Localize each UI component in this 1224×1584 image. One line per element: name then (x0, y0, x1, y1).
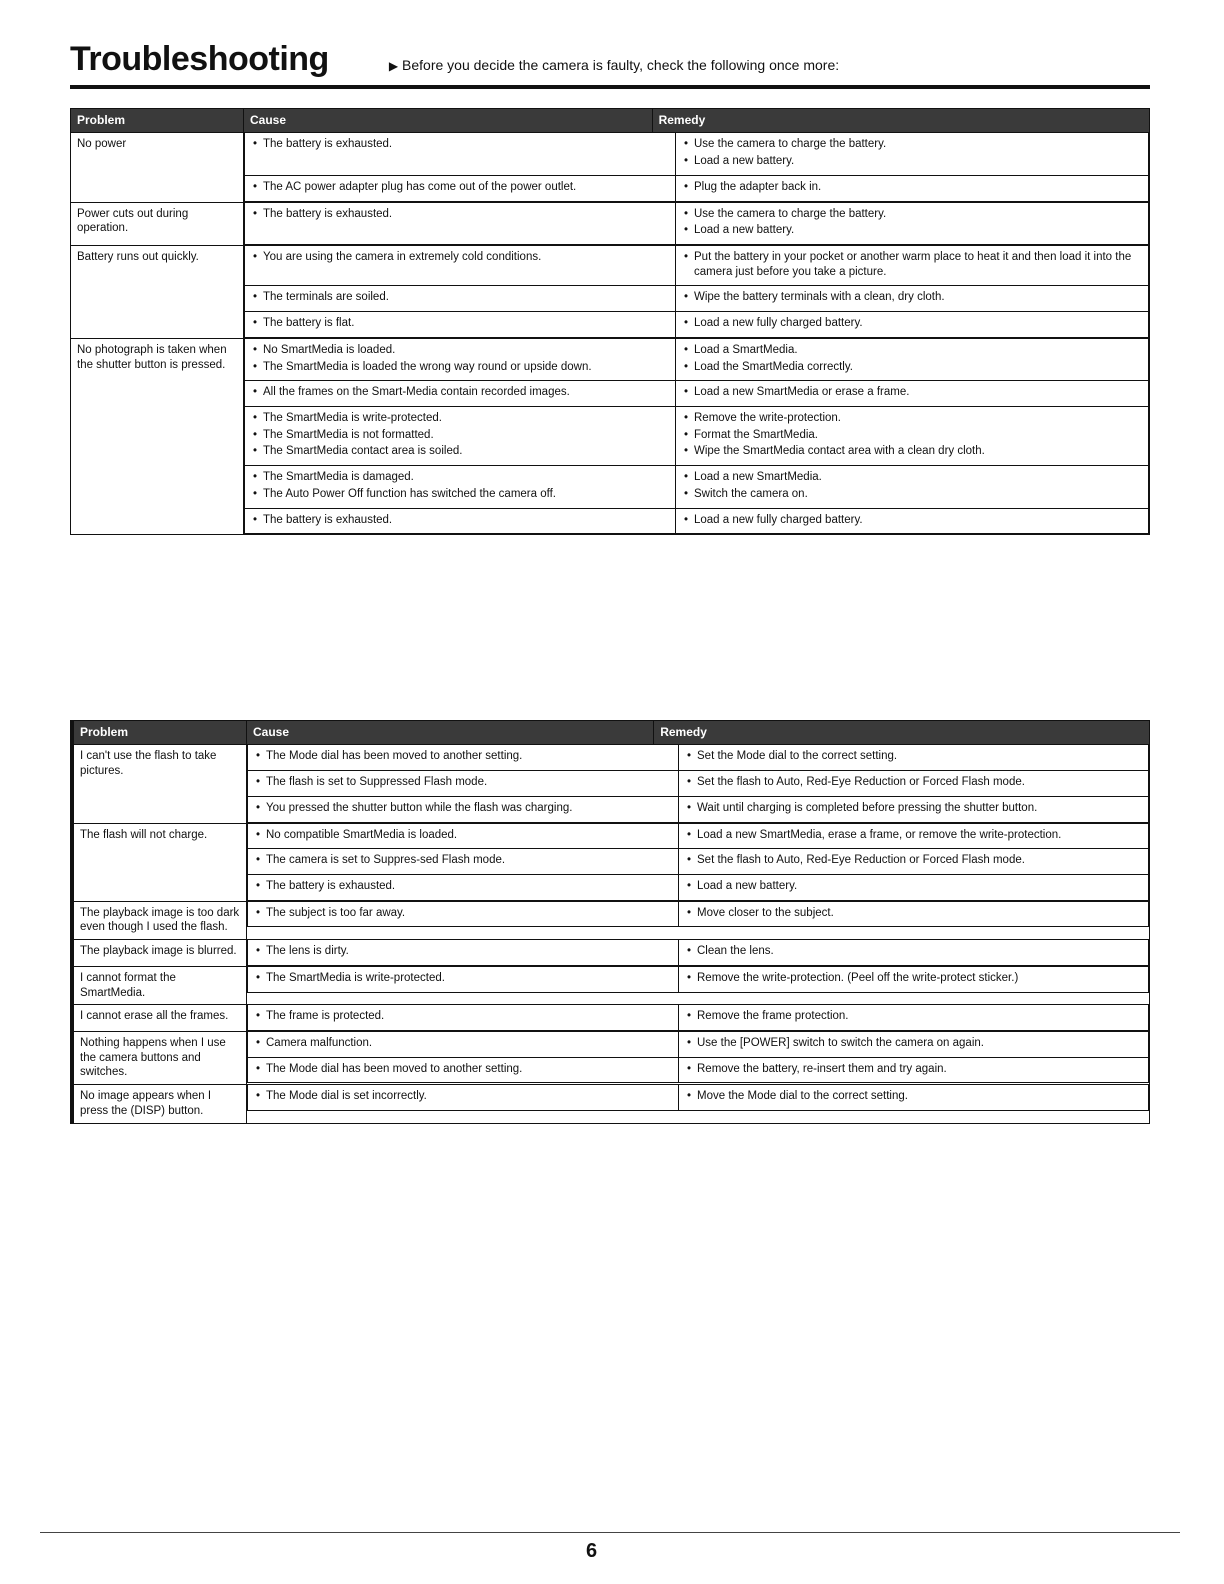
cause-list (251, 343, 669, 374)
troubleshooting-table-flash (70, 720, 1150, 1124)
remedy-cell (679, 796, 1149, 822)
cause-item: • The SmartMedia is damaged. (263, 470, 669, 485)
cause-remedy-pair (248, 1057, 1149, 1083)
remedy-cell (676, 381, 1149, 407)
header-cause: Cause (247, 721, 654, 745)
remedy-list (685, 775, 1142, 790)
cause-item: • No SmartMedia is loaded. (263, 343, 669, 358)
cause-list (251, 316, 669, 331)
remedy-list (685, 944, 1142, 959)
cause-item: • The subject is too far away. (266, 906, 672, 921)
remedy-list (682, 290, 1142, 305)
header-remedy: Remedy (654, 721, 1150, 745)
cause-item: • The battery is exhausted. (263, 137, 669, 152)
cause-remedy-pair (245, 203, 1149, 245)
remedy-list (682, 250, 1142, 279)
cause-remedy-pairs (244, 339, 1149, 534)
remedy-cell (676, 175, 1149, 201)
cause-list (251, 470, 669, 501)
cause-cell (245, 339, 676, 381)
remedy-item: • Use the camera to charge the battery. (694, 207, 1142, 222)
cause-list (254, 749, 672, 764)
table-row (72, 1031, 1150, 1084)
table-header-row (71, 109, 1150, 133)
cause-remedy-cell (247, 745, 1150, 823)
footer-rule (40, 1532, 1180, 1533)
cause-cell (245, 203, 676, 245)
cause-remedy-pairs (244, 203, 1149, 245)
cause-item: • The Mode dial is set incorrectly. (266, 1089, 672, 1104)
problem-cell: No photograph is taken when the shutter button is pressed. (71, 338, 244, 534)
cause-list (251, 180, 669, 195)
remedy-list (685, 1062, 1142, 1077)
cause-remedy-pair (245, 246, 1149, 286)
remedy-list (685, 853, 1142, 868)
table-row (71, 133, 1150, 202)
cause-cell (248, 874, 679, 900)
remedy-item: • Load a new fully charged battery. (694, 316, 1142, 331)
remedy-item: • Load a new SmartMedia or erase a frame. (694, 385, 1142, 400)
remedy-cell (676, 508, 1149, 534)
cause-remedy-pairs (247, 1005, 1149, 1031)
cause-remedy-pair (248, 849, 1149, 875)
cause-list (254, 906, 672, 921)
table-row (72, 901, 1150, 939)
cause-item: • Camera malfunction. (266, 1036, 672, 1051)
cause-item: • The AC power adapter plug has come out of the power outlet. (263, 180, 669, 195)
cause-item: • The Auto Power Off function has switched the camera off. (263, 487, 669, 502)
remedy-cell (679, 967, 1149, 992)
cause-list (251, 137, 669, 152)
problem-cell: No power (71, 133, 244, 202)
problem-cell: The flash will not charge. (72, 823, 247, 901)
cause-item: • The SmartMedia is loaded the wrong way round or upside down. (263, 360, 669, 375)
cause-remedy-pair (245, 312, 1149, 338)
page-header (70, 40, 1150, 89)
remedy-list (682, 207, 1142, 238)
remedy-list (682, 343, 1142, 374)
cause-cell (248, 1057, 679, 1083)
remedy-list (685, 749, 1142, 764)
cause-list (251, 385, 669, 400)
remedy-item: • Remove the frame protection. (697, 1009, 1142, 1024)
remedy-item: • Remove the write-protection. (Peel off the write-protect sticker.) (697, 971, 1142, 986)
cause-remedy-pair (245, 466, 1149, 508)
cause-item: • The Mode dial has been moved to another setting. (266, 1062, 672, 1077)
cause-list (251, 513, 669, 528)
table-row (72, 966, 1150, 1004)
cause-remedy-pair (248, 1005, 1149, 1030)
cause-item: • The battery is flat. (263, 316, 669, 331)
cause-cell (248, 824, 679, 849)
cause-item: • The SmartMedia is not formatted. (263, 428, 669, 443)
cause-list (254, 775, 672, 790)
header-problem: Problem (71, 109, 244, 133)
cause-remedy-pairs (247, 745, 1149, 822)
problem-cell: Battery runs out quickly. (71, 245, 244, 338)
cause-list (254, 828, 672, 843)
remedy-list (685, 1036, 1142, 1051)
remedy-item: • Load a new SmartMedia. (694, 470, 1142, 485)
page-title: Troubleshooting (70, 40, 329, 78)
cause-remedy-cell (244, 245, 1150, 338)
cause-remedy-pair (248, 1032, 1149, 1057)
cause-item: • The camera is set to Suppres-sed Flash mode. (266, 853, 672, 868)
cause-remedy-pair (245, 339, 1149, 381)
cause-remedy-cell (247, 1085, 1150, 1123)
problem-cell: No image appears when I press the (DISP) button. (72, 1085, 247, 1123)
cause-remedy-pairs (244, 133, 1149, 201)
cause-remedy-pairs (247, 824, 1149, 901)
remedy-cell (679, 824, 1149, 849)
remedy-item: • Remove the battery, re-insert them and try again. (697, 1062, 1142, 1077)
cause-item: • You pressed the shutter button while the flash was charging. (266, 801, 672, 816)
remedy-list (682, 137, 1142, 168)
table-row (72, 1085, 1150, 1123)
cause-remedy-pairs (247, 940, 1149, 966)
cause-cell (245, 133, 676, 175)
cause-remedy-pair (248, 940, 1149, 965)
cause-list (254, 944, 672, 959)
table-header-row (72, 721, 1150, 745)
troubleshooting-table-power (70, 108, 1150, 535)
cause-item: • The battery is exhausted. (263, 207, 669, 222)
intro-label: Before you decide the camera is faulty, check the following once more: (402, 57, 840, 73)
cause-remedy-pair (245, 133, 1149, 175)
problem-cell: I can't use the flash to take pictures. (72, 745, 247, 823)
cause-list (254, 1036, 672, 1051)
cause-cell (248, 1005, 679, 1030)
table-row (72, 823, 1150, 901)
cause-remedy-pair (245, 508, 1149, 534)
cause-remedy-pairs (247, 902, 1149, 928)
remedy-item: • Plug the adapter back in. (694, 180, 1142, 195)
cause-item: • The frame is protected. (266, 1009, 672, 1024)
cause-remedy-pair (245, 381, 1149, 407)
remedy-cell (679, 1085, 1149, 1110)
cause-item: • The Mode dial has been moved to another setting. (266, 749, 672, 764)
cause-remedy-cell (247, 940, 1150, 967)
problem-cell: Power cuts out during operation. (71, 202, 244, 245)
remedy-list (682, 316, 1142, 331)
cause-list (254, 879, 672, 894)
remedy-item: • Use the camera to charge the battery. (694, 137, 1142, 152)
cause-list (251, 250, 669, 265)
table-row (71, 202, 1150, 245)
remedy-item: • Move the Mode dial to the correct setting. (697, 1089, 1142, 1104)
cause-list (251, 411, 669, 459)
remedy-item: • Format the SmartMedia. (694, 428, 1142, 443)
remedy-cell (679, 1057, 1149, 1083)
remedy-list (685, 879, 1142, 894)
cause-item: • You are using the camera in extremely cold conditions. (263, 250, 669, 265)
cause-cell (248, 849, 679, 875)
remedy-list (685, 801, 1142, 816)
remedy-cell (676, 203, 1149, 245)
cause-item: • The SmartMedia is write-protected. (263, 411, 669, 426)
remedy-list (685, 828, 1142, 843)
cause-item: • The flash is set to Suppressed Flash mode. (266, 775, 672, 790)
remedy-cell (679, 902, 1149, 927)
problem-cell: I cannot erase all the frames. (72, 1005, 247, 1032)
remedy-cell (676, 133, 1149, 175)
cause-item: • The battery is exhausted. (266, 879, 672, 894)
remedy-item: • Load the SmartMedia correctly. (694, 360, 1142, 375)
cause-list (254, 1089, 672, 1104)
remedy-item: • Set the Mode dial to the correct setting. (697, 749, 1142, 764)
remedy-list (685, 906, 1142, 921)
remedy-item: • Load a new battery. (694, 154, 1142, 169)
cause-list (254, 801, 672, 816)
problem-cell: I cannot format the SmartMedia. (72, 966, 247, 1004)
remedy-cell (679, 940, 1149, 965)
remedy-cell (679, 745, 1149, 770)
cause-remedy-cell (247, 966, 1150, 1004)
cause-cell (248, 902, 679, 927)
cause-remedy-pair (248, 1085, 1149, 1110)
remedy-item: • Load a SmartMedia. (694, 343, 1142, 358)
cause-remedy-pair (248, 967, 1149, 992)
cause-cell (245, 246, 676, 286)
header-cause: Cause (244, 109, 653, 133)
remedy-cell (676, 406, 1149, 465)
cause-cell (248, 771, 679, 797)
cause-list (251, 207, 669, 222)
cause-item: • The battery is exhausted. (263, 513, 669, 528)
remedy-cell (679, 1032, 1149, 1057)
cause-cell (248, 1085, 679, 1110)
remedy-item: • Put the battery in your pocket or another warm place to heat it and then load it into the camera just before you take a picture. (694, 250, 1142, 279)
cause-cell (248, 745, 679, 770)
cause-item: • The SmartMedia is write-protected. (266, 971, 672, 986)
header-problem: Problem (72, 721, 247, 745)
remedy-cell (676, 286, 1149, 312)
cause-cell (245, 466, 676, 508)
remedy-item: • Load a new battery. (697, 879, 1142, 894)
cause-list (254, 853, 672, 868)
cause-cell (245, 381, 676, 407)
remedy-list (682, 470, 1142, 501)
remedy-list (685, 971, 1142, 986)
cause-list (254, 1009, 672, 1024)
cause-remedy-pair (248, 745, 1149, 770)
cause-remedy-pair (248, 771, 1149, 797)
cause-cell (245, 175, 676, 201)
cause-item: • No compatible SmartMedia is loaded. (266, 828, 672, 843)
table-row (72, 745, 1150, 823)
cause-item: • The SmartMedia contact area is soiled. (263, 444, 669, 459)
remedy-cell (676, 339, 1149, 381)
remedy-cell (676, 466, 1149, 508)
table-row (71, 338, 1150, 534)
remedy-cell (676, 312, 1149, 338)
remedy-item: • Remove the write-protection. (694, 411, 1142, 426)
remedy-cell (676, 246, 1149, 286)
remedy-list (682, 411, 1142, 459)
cause-remedy-pairs (244, 246, 1149, 338)
cause-remedy-pairs (247, 1085, 1149, 1111)
cause-list (254, 971, 672, 986)
remedy-cell (679, 771, 1149, 797)
cause-remedy-pair (248, 902, 1149, 927)
cause-item: • All the frames on the Smart-Media contain recorded images. (263, 385, 669, 400)
cause-remedy-cell (244, 133, 1150, 202)
remedy-list (685, 1089, 1142, 1104)
cause-cell (245, 312, 676, 338)
remedy-item: • Set the flash to Auto, Red-Eye Reduction or Forced Flash mode. (697, 775, 1142, 790)
cause-cell (245, 508, 676, 534)
remedy-item: • Move closer to the subject. (697, 906, 1142, 921)
cause-remedy-cell (247, 1005, 1150, 1032)
table-row (71, 245, 1150, 338)
cause-remedy-cell (247, 901, 1150, 939)
remedy-item: • Switch the camera on. (694, 487, 1142, 502)
remedy-item: • Clean the lens. (697, 944, 1142, 959)
cause-remedy-pairs (247, 967, 1149, 993)
problem-cell: The playback image is blurred. (72, 940, 247, 967)
cause-remedy-pairs (247, 1032, 1149, 1083)
cause-list (251, 290, 669, 305)
cause-item: • The terminals are soiled. (263, 290, 669, 305)
problem-cell: Nothing happens when I use the camera buttons and switches. (72, 1031, 247, 1084)
remedy-cell (679, 849, 1149, 875)
cause-cell (245, 286, 676, 312)
cause-cell (248, 967, 679, 992)
page-number: 6 (586, 1540, 598, 1562)
cause-cell (245, 406, 676, 465)
remedy-cell (679, 874, 1149, 900)
cause-remedy-pair (245, 175, 1149, 201)
intro-text (389, 57, 839, 79)
remedy-list (682, 513, 1142, 528)
remedy-list (685, 1009, 1142, 1024)
arrow-right-icon: ▶ (388, 59, 399, 73)
remedy-item: • Wipe the SmartMedia contact area with a clean dry cloth. (694, 444, 1142, 459)
cause-cell (248, 1032, 679, 1057)
problem-cell: The playback image is too dark even though I used the flash. (72, 901, 247, 939)
cause-remedy-pair (245, 406, 1149, 465)
cause-remedy-pair (248, 796, 1149, 822)
remedy-item: • Load a new battery. (694, 223, 1142, 238)
table-row (72, 940, 1150, 967)
cause-remedy-pair (245, 286, 1149, 312)
remedy-cell (679, 1005, 1149, 1030)
remedy-item: • Wipe the battery terminals with a clean, dry cloth. (694, 290, 1142, 305)
cause-item: • The lens is dirty. (266, 944, 672, 959)
cause-remedy-cell (244, 202, 1150, 245)
header-remedy: Remedy (652, 109, 1149, 133)
cause-remedy-pair (248, 824, 1149, 849)
remedy-item: • Load a new SmartMedia, erase a frame, or remove the write-protection. (697, 828, 1142, 843)
table-row (72, 1005, 1150, 1032)
remedy-item: • Wait until charging is completed before pressing the shutter button. (697, 801, 1142, 816)
remedy-list (682, 385, 1142, 400)
remedy-item: • Load a new fully charged battery. (694, 513, 1142, 528)
remedy-item: • Set the flash to Auto, Red-Eye Reduction or Forced Flash mode. (697, 853, 1142, 868)
cause-remedy-cell (244, 338, 1150, 534)
cause-remedy-cell (247, 823, 1150, 901)
remedy-list (682, 180, 1142, 195)
remedy-item: • Use the [POWER] switch to switch the camera on again. (697, 1036, 1142, 1051)
cause-list (254, 1062, 672, 1077)
cause-cell (248, 796, 679, 822)
cause-remedy-pair (248, 874, 1149, 900)
cause-cell (248, 940, 679, 965)
cause-remedy-cell (247, 1031, 1150, 1084)
